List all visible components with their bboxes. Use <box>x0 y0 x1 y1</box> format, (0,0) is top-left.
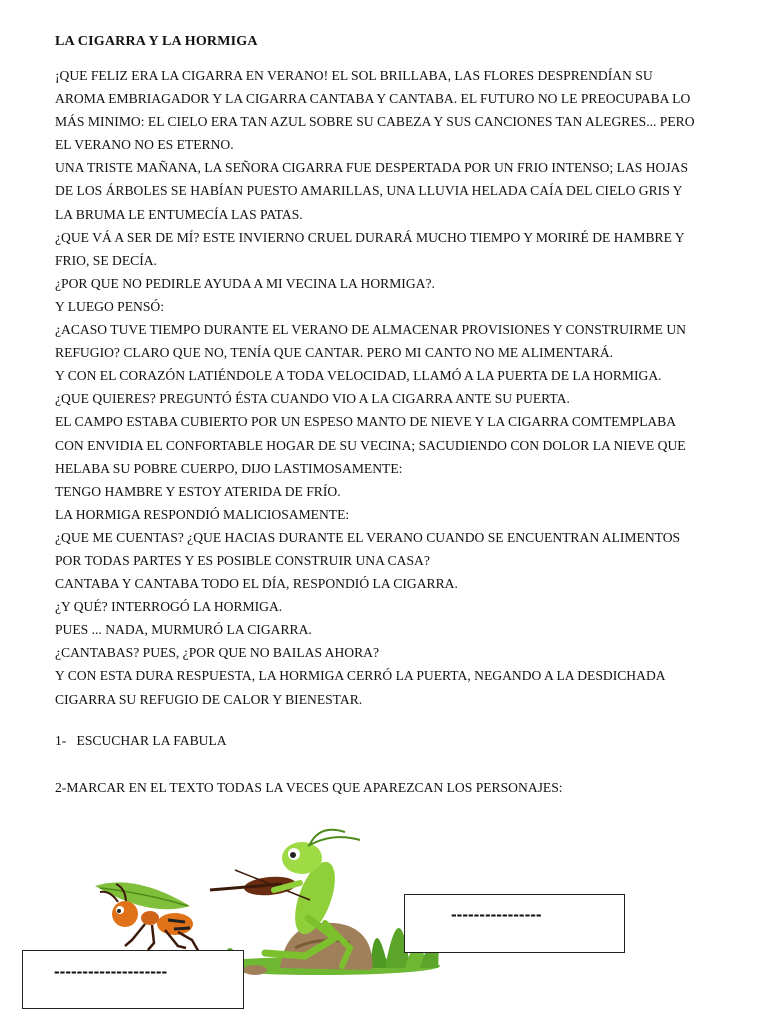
story-line: TENGO HAMBRE Y ESTOY ATERIDA DE FRÍO. <box>55 483 341 499</box>
instruction-1: 1- ESCUCHAR LA FABULA <box>55 733 227 748</box>
story-line: ¿QUE VÁ A SER DE MÍ? ESTE INVIERNO CRUEL DURARÁ MUCHO TIEMPO Y MORIRÉ DE HAMBRE Y <box>55 229 685 245</box>
story-line: EL VERANO NO ES ETERNO. <box>55 137 234 153</box>
answer-box-cricket[interactable] <box>404 894 625 953</box>
story-line: CIGARRA SU REFUGIO DE CALOR Y BIENESTAR. <box>55 691 363 707</box>
story-line: CANTABA Y CANTABA TODO EL DÍA, RESPONDIÓ LA CIGARRA. <box>55 576 458 592</box>
story-line: ¿CANTABAS? PUES, ¿POR QUE NO BAILAS AHORA? <box>55 645 380 661</box>
story-line: CON ENVIDIA EL CONFORTABLE HOGAR DE SU VECINA; SACUDIENDO CON DOLOR LA NIEVE QUE <box>55 437 686 453</box>
story-line: Y CON EL CORAZÓN LATIÉNDOLE A TODA VELOCIDAD, LLAMÓ A LA PUERTA DE LA HORMIGA. <box>55 368 662 384</box>
story-line: POR TODAS PARTES Y ES POSIBLE CONSTRUIR UNA CASA? <box>55 552 430 568</box>
story-line: HELABA SU POBRE CUERPO, DIJO LASTIMOSAMENTE: <box>55 460 403 476</box>
leaf-icon <box>95 882 190 909</box>
answer-blank: -------------------- <box>54 962 168 981</box>
story-line: DE LOS ÁRBOLES SE HABÍAN PUESTO AMARILLAS, UNA LLUVIA HELADA CAÍA DEL CIELO GRIS Y <box>55 183 683 199</box>
story-line: ¿Y QUÉ? INTERROGÓ LA HORMIGA. <box>55 599 283 615</box>
answer-blank: ---------------- <box>451 905 542 924</box>
story-line: FRIO, SE DECÍA. <box>55 252 157 268</box>
answer-box-ant[interactable] <box>22 950 244 1009</box>
story-line: Y LUEGO PENSÓ: <box>55 298 165 314</box>
story-text <box>55 64 745 711</box>
story-line: Y CON ESTA DURA RESPUESTA, LA HORMIGA CERRÓ LA PUERTA, NEGANDO A LA DESDICHADA <box>55 668 666 684</box>
story-line: UNA TRISTE MAÑANA, LA SEÑORA CIGARRA FUE DESPERTADA POR UN FRIO INTENSO; LAS HOJAS <box>55 160 689 176</box>
story-line: REFUGIO? CLARO QUE NO, TENÍA QUE CANTAR. PERO MI CANTO NO ME ALIMENTARÁ. <box>55 345 614 361</box>
story-line: EL CAMPO ESTABA CUBIERTO POR UN ESPESO MANTO DE NIEVE Y LA CIGARRA COMTEMPLABA <box>55 414 677 430</box>
story-line: LA HORMIGA RESPONDIÓ MALICIOSAMENTE: <box>55 506 350 522</box>
story-line: LA BRUMA LE ENTUMECÍA LAS PATAS. <box>55 206 303 222</box>
story-line: AROMA EMBRIAGADOR Y LA CIGARRA CANTABA Y CANTABA. EL FUTURO NO LE PREOCUPABA LO <box>55 91 691 107</box>
page-title: LA CIGARRA Y LA HORMIGA <box>55 34 258 49</box>
story-line: PUES ... NADA, MURMURÓ LA CIGARRA. <box>55 622 312 638</box>
instruction-2: 2-MARCAR EN EL TEXTO TODAS LA VECES QUE APAREZCAN LOS PERSONAJES: <box>55 780 563 795</box>
story-line: ¡QUE FELIZ ERA LA CIGARRA EN VERANO! EL SOL BRILLABA, LAS FLORES DESPRENDÍAN SU <box>55 68 653 83</box>
story-line: ¿ACASO TUVE TIEMPO DURANTE EL VERANO DE ALMACENAR PROVISIONES Y CONSTRUIRME UN <box>55 322 686 338</box>
story-line: ¿POR QUE NO PEDIRLE AYUDA A MI VECINA LA HORMIGA?. <box>55 275 435 291</box>
story-line: ¿QUE QUIERES? PREGUNTÓ ÉSTA CUANDO VIO A LA CIGARRA ANTE SU PUERTA. <box>55 391 570 407</box>
story-line: MÁS MINIMO: EL CIELO ERA TAN AZUL SOBRE SU CABEZA Y SUS CANCIONES TAN ALEGRES... PERO <box>55 114 695 130</box>
story-line: ¿QUE ME CUENTAS? ¿QUE HACIAS DURANTE EL VERANO CUANDO SE ENCUENTRAN ALIMENTOS <box>55 529 681 545</box>
